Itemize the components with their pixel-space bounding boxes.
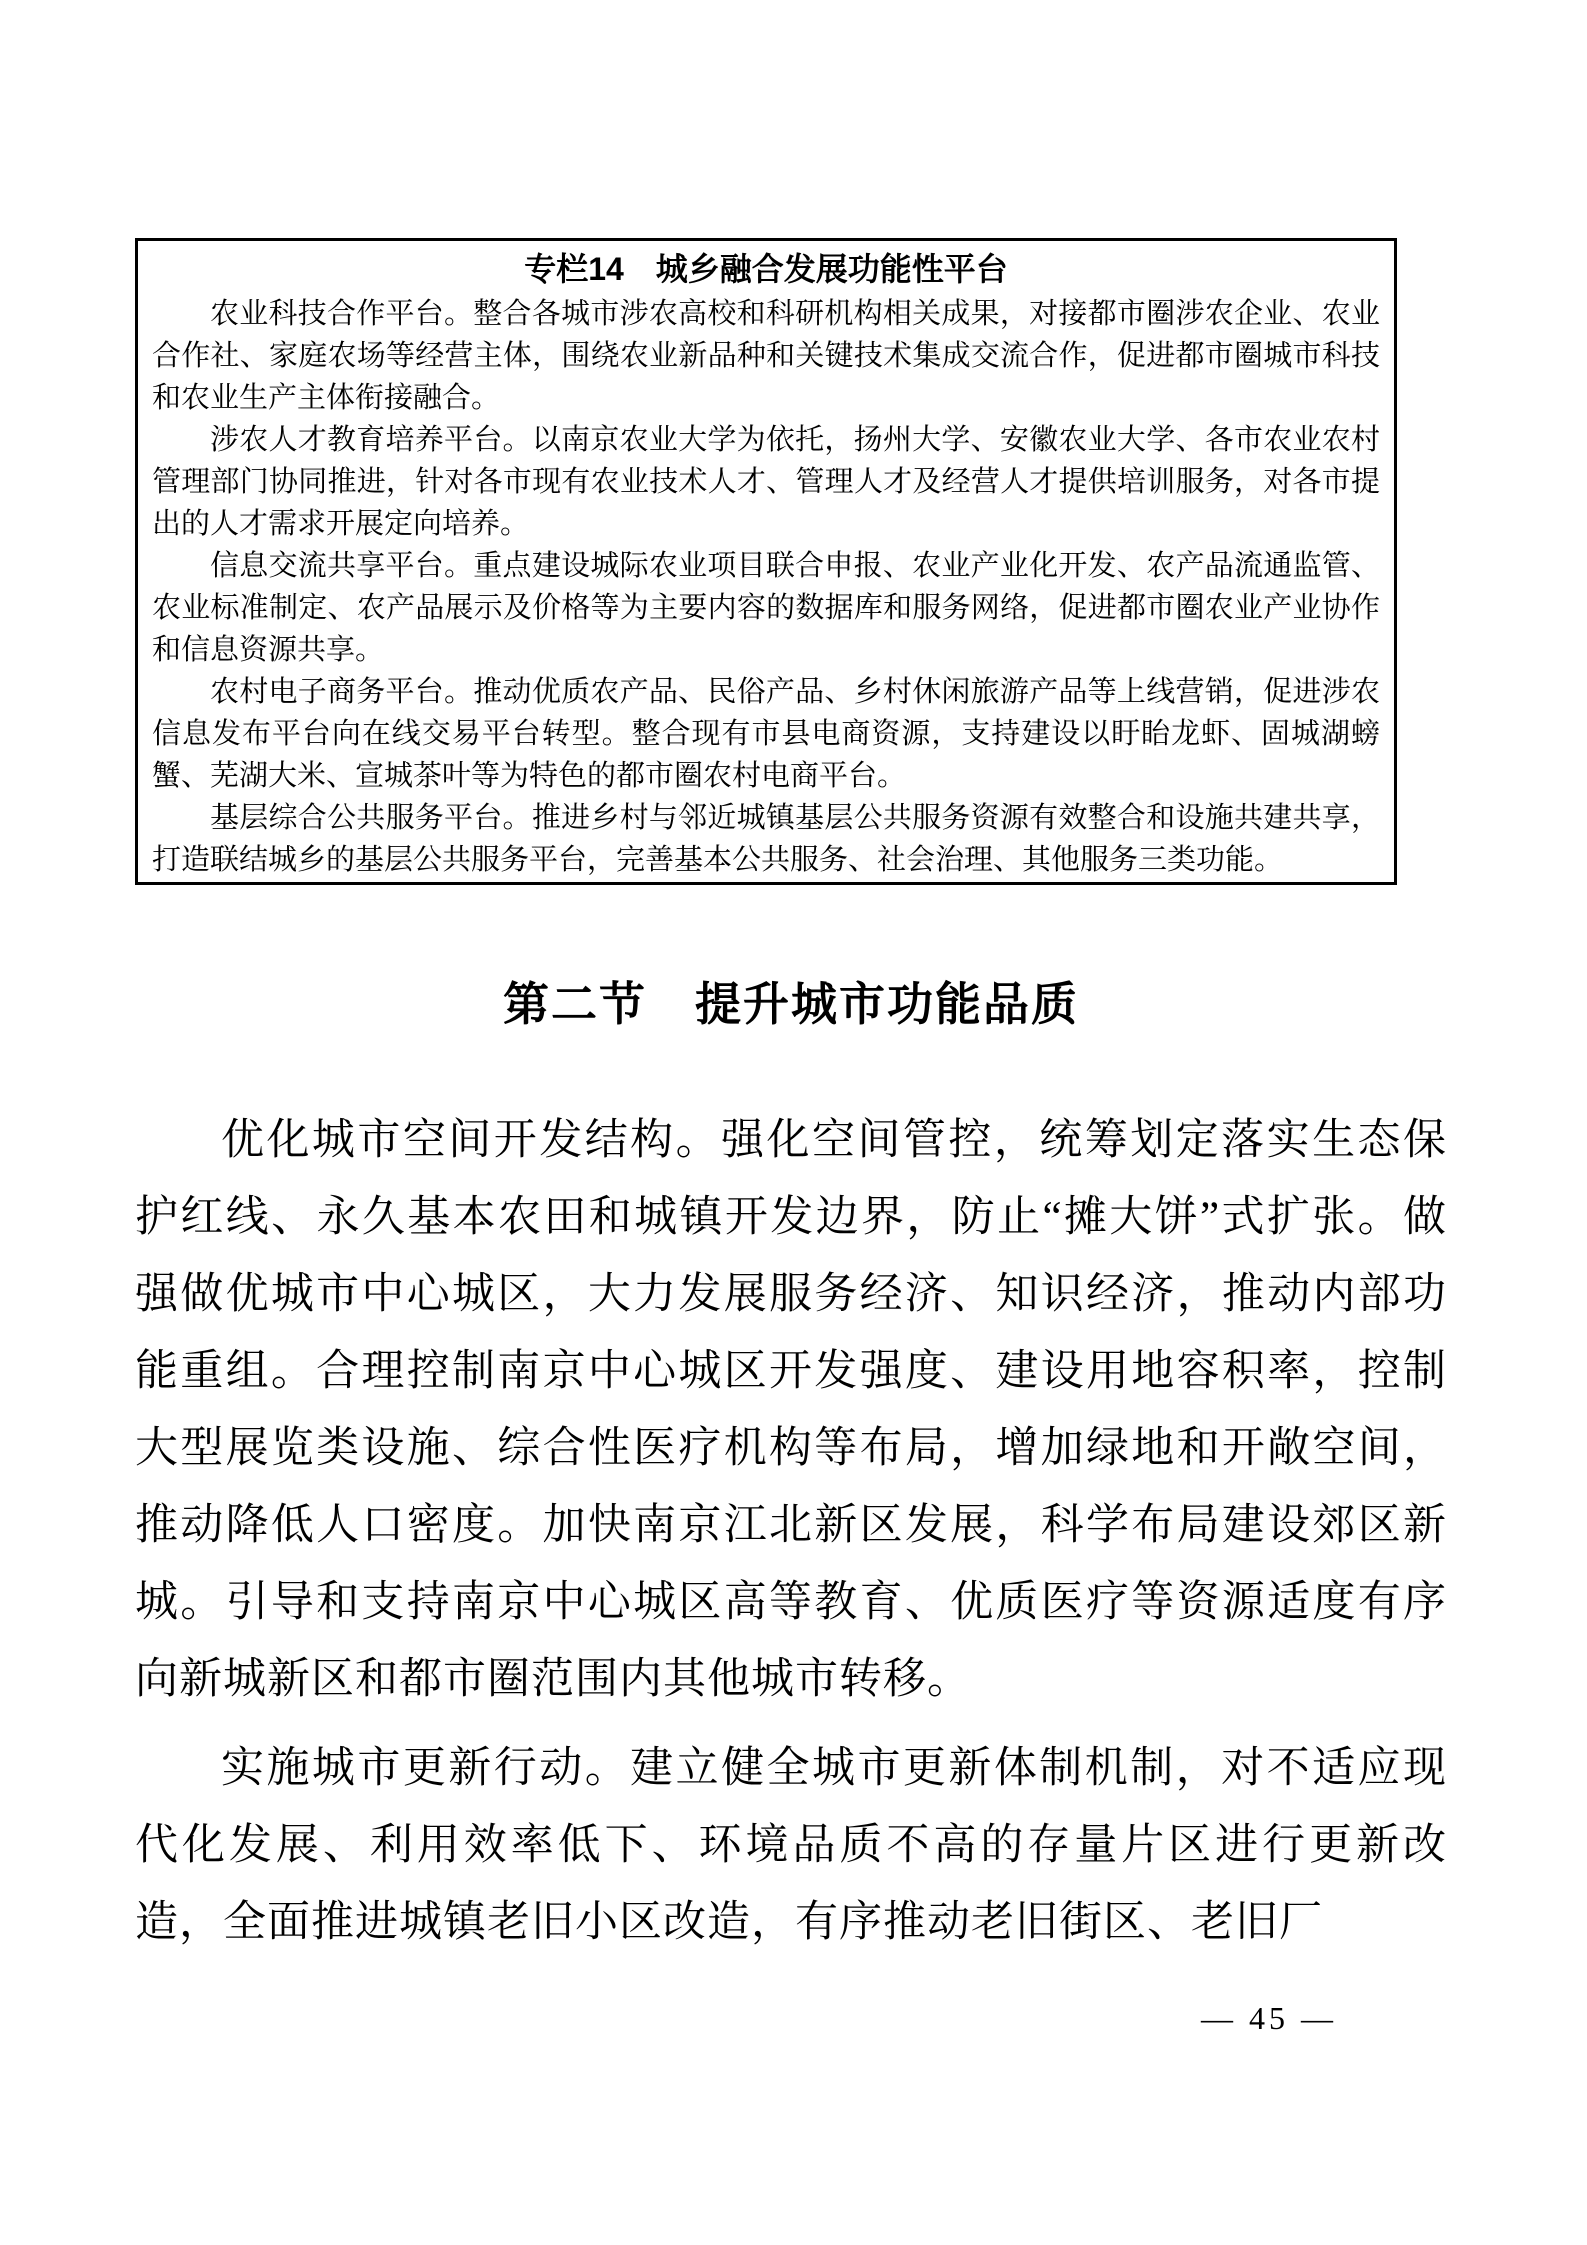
callout-box-title: 专栏14 城乡融合发展功能性平台	[524, 251, 1008, 287]
body-paragraph: 优化城市空间开发结构。强化空间管控，统筹划定落实生态保护红线、永久基本农田和城镇开发边界，防止“摊大饼”式扩张。做强做优城市中心城区，大力发展服务经济、知识经济，推动内部功能重组。合理控制南京中心城区开发强度、建设用地容积率，控制大型展览类设施、综合性医疗机构等布局，增加绿地和开敞空间，推动降低人口密度。加快南京江北新区发展，科学布局建设郊区新城。引导和支持南京中心城区高等教育、优质医疗等资源适度有序向新城新区和都市圈范围内其他城市转移。	[135, 1117, 1447, 1703]
callout-box-paragraph: 涉农人才教育培养平台。以南京农业大学为依托，扬州大学、安徽农业大学、各市农业农村管理部门协同推进，针对各市现有农业技术人才、管理人才及经营人才提供培训服务，对各市提出的人才需求开展定向培养。	[152, 424, 1380, 540]
page-number: — 45 —	[1201, 2000, 1337, 2036]
section-heading: 第二节 提升城市功能品质	[503, 979, 1079, 1030]
callout-box-paragraph: 农村电子商务平台。推动优质农产品、民俗产品、乡村休闲旅游产品等上线营销，促进涉农信息发布平台向在线交易平台转型。整合现有市县电商资源，支持建设以盱眙龙虾、固城湖螃蟹、芜湖大米、宣城茶叶等为特色的都市圈农村电商平台。	[152, 676, 1380, 792]
body-text-block	[135, 1102, 1447, 1961]
body-paragraph: 实施城市更新行动。建立健全城市更新体制机制，对不适应现代化发展、利用效率低下、环境品质不高的存量片区进行更新改造，全面推进城镇老旧小区改造，有序推动老旧街区、老旧厂	[135, 1745, 1447, 1946]
callout-box-paragraph: 信息交流共享平台。重点建设城际农业项目联合申报、农业产业化开发、农产品流通监管、农业标准制定、农产品展示及价格等为主要内容的数据库和服务网络，促进都市圈农业产业协作和信息资源共享。	[152, 550, 1380, 666]
callout-box-paragraph: 农业科技合作平台。整合各城市涉农高校和科研机构相关成果，对接都市圈涉农企业、农业合作社、家庭农场等经营主体，围绕农业新品种和关键技术集成交流合作，促进都市圈城市科技和农业生产主体衔接融合。	[152, 298, 1380, 414]
callout-box	[135, 238, 1397, 885]
callout-box-paragraph: 基层综合公共服务平台。推进乡村与邻近城镇基层公共服务资源有效整合和设施共建共享，打造联结城乡的基层公共服务平台，完善基本公共服务、社会治理、其他服务三类功能。	[152, 802, 1380, 876]
